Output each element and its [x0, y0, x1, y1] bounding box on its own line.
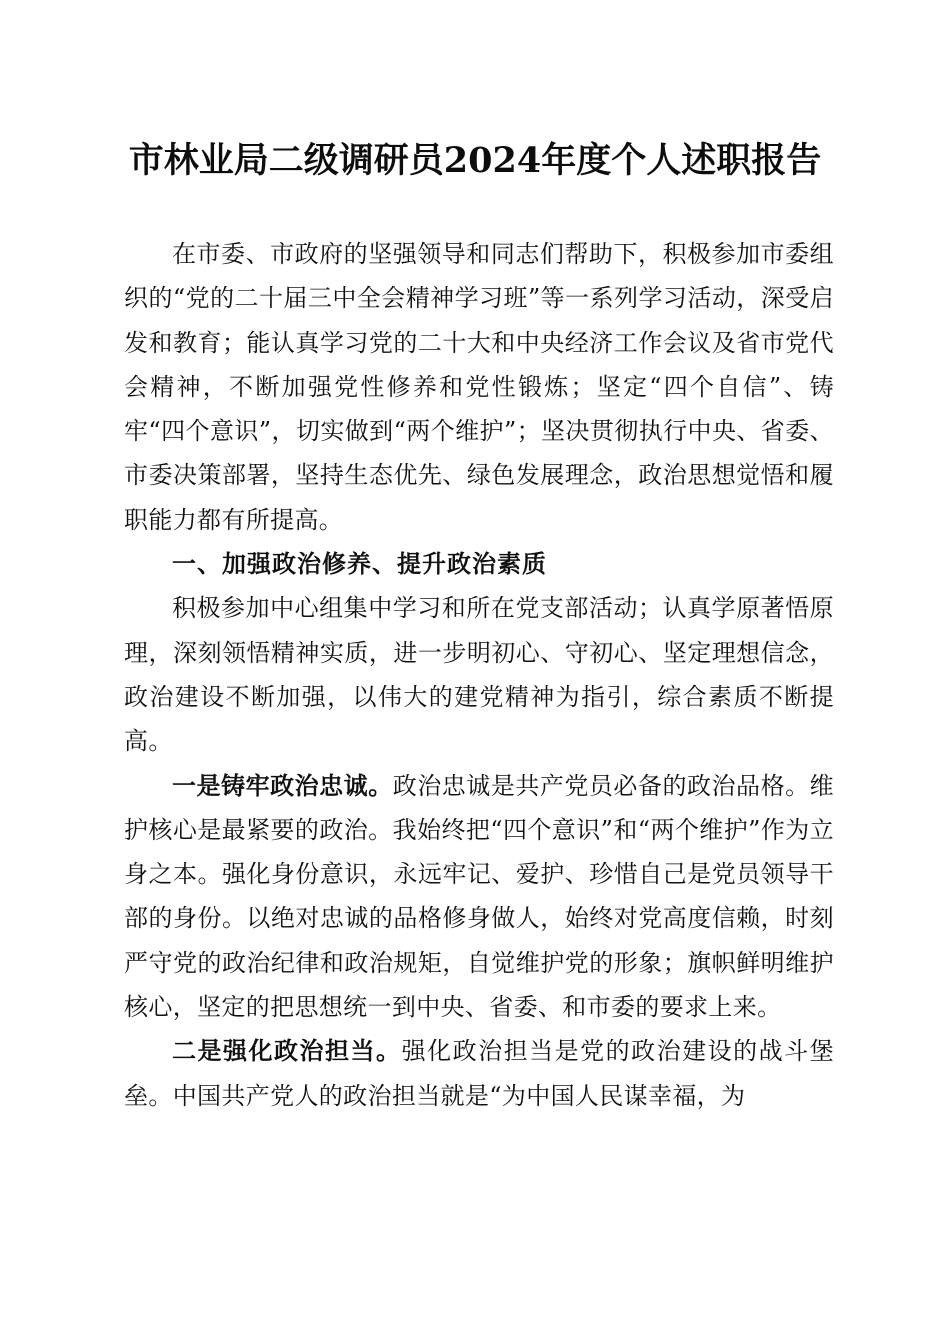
- document-title: 市林业局二级调研员2024年度个人述职报告: [128, 140, 822, 181]
- intro-paragraph: 在市委、市政府的坚强领导和同志们帮助下，积极参加市委组织的“党的二十届三中全会精神学习班”等一系列学习活动，深受启发和教育；能认真学习党的二十大和中央经济工作会议及省市党代会精神，不断加强党性修养和党性锻炼；坚定“四个自信”、铸牢“四个意识”，切实做到“两个维护”；坚决贯彻执行中央、省委、市委决策部署，坚持生态优先、绿色发展理念，政治思想觉悟和履职能力都有所提高。: [124, 240, 834, 534]
- section-summary-paragraph: 积极参加中心组集中学习和所在党支部活动；认真学原著悟原理，深刻领悟精神实质，进一步明初心、守初心、坚定理想信念，政治建设不断加强，以伟大的建党精神为指引，综合素质不断提高。: [124, 594, 834, 756]
- section-heading: 一、加强政治修养、提升政治素质: [172, 550, 547, 579]
- point-one-paragraph: [124, 764, 834, 1030]
- point-one-text: 政治忠诚是共产党员必备的政治品格。维护核心是最紧要的政治。我始终把“四个意识”和“两个维护”作为立身之本。强化身份意识，永远牢记、爱护、珍惜自己是党员领导干部的身份。以绝对忠诚的品格修身做人，始终对党高度信赖，时刻严守党的政治纪律和政治规矩，自觉维护党的形象；旗帜鲜明维护核心，坚定的把思想统一到中央、省委、和市委的要求上来。: [124, 771, 834, 1022]
- point-two-lead: 二是强化政治担当。: [172, 1036, 402, 1066]
- point-two-text: 强化政治担当是党的政治建设的战斗堡垒。中国共产党人的政治担当就是“为中国人民谋幸福，为: [124, 1037, 835, 1110]
- document-body: [124, 232, 834, 1118]
- point-two-paragraph: [124, 1029, 834, 1118]
- point-one-lead: 一是铸牢政治忠诚。: [172, 770, 393, 800]
